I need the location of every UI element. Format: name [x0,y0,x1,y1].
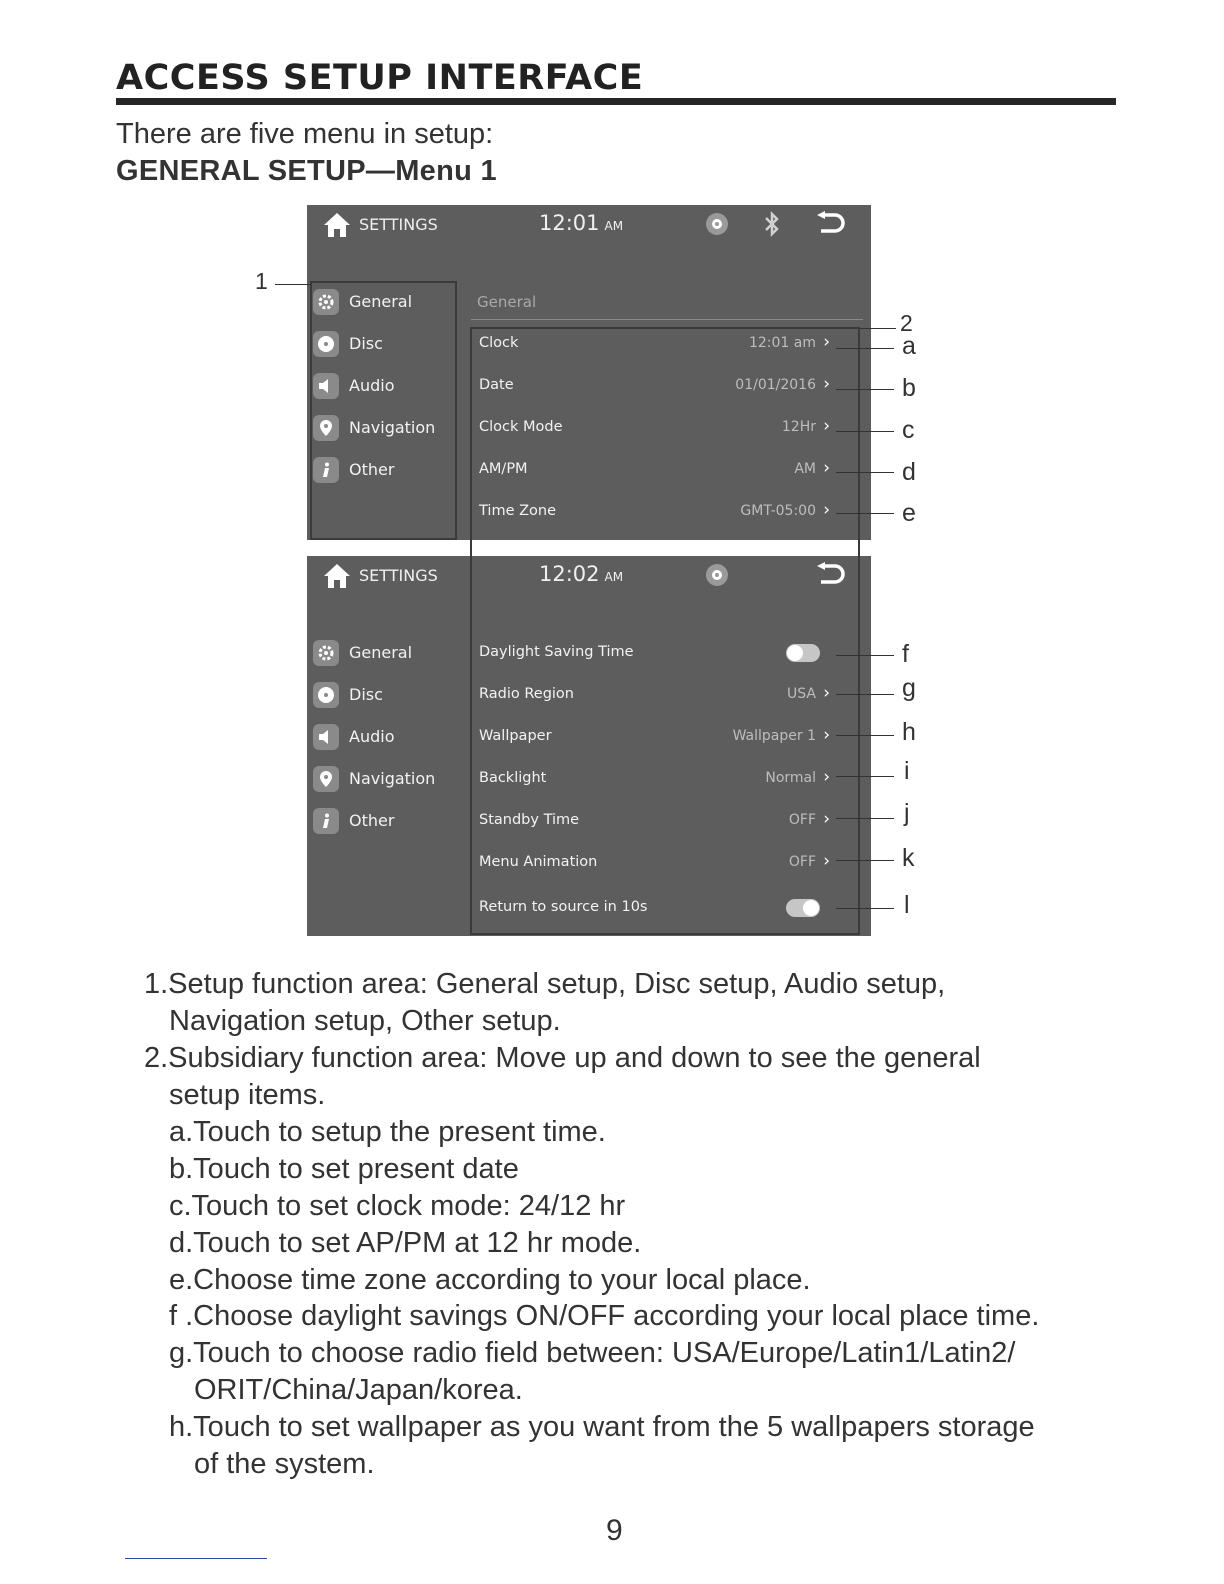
chevron-right-icon: › [823,725,830,745]
row-value: 12:01 am [748,335,816,351]
description-line: d.Touch to set AP/PM at 12 hr mode. [169,1227,642,1259]
callout-label-b: b [902,374,916,402]
sidebar-item-audio[interactable] [313,720,463,756]
clock-display: 12:02 AM [539,562,624,586]
sidebar-item-label: Other [349,811,395,830]
sidebar-item-label: Other [349,460,395,479]
top-bar [307,205,871,247]
description-line: a.Touch to setup the present time. [169,1116,606,1148]
chevron-right-icon: › [823,767,830,787]
callout-label-f: f [902,640,909,668]
description-line: Navigation setup, Other setup. [169,1005,561,1037]
callout-leader-2 [860,328,896,329]
callout-label-c: c [902,416,915,444]
title-rule [116,98,1116,105]
row-value: 12Hr [781,419,816,435]
callout-leader-f [836,655,894,656]
chevron-right-icon: › [823,500,830,520]
callout-leader-k [836,860,894,861]
callout-box-subsidiary-area [470,327,860,935]
description-line: of the system. [194,1448,375,1480]
description-line: e.Choose time zone according to your local place. [169,1264,811,1296]
disc-icon [313,682,339,708]
row-label: AM/PM [479,461,528,477]
description-line: ORIT/China/Japan/korea. [194,1374,523,1406]
row-label: Radio Region [479,686,574,702]
sidebar-item-other[interactable] [313,804,463,840]
row-label: Clock [479,335,519,351]
description-line: h.Touch to set wallpaper as you want from the 5 wallpapers storage [169,1411,1035,1443]
sidebar-item-label: Audio [349,727,395,746]
callout-leader-g [836,694,894,695]
row-label: Standby Time [479,812,580,828]
panel-title: General [477,293,537,311]
row-value: USA [787,686,816,702]
chevron-right-icon: › [823,374,830,394]
callout-leader-b [836,389,894,390]
map-pin-icon [313,766,339,792]
description-line: setup items. [169,1079,326,1111]
description-line: c.Touch to set clock mode: 24/12 hr [169,1190,626,1222]
section-heading: GENERAL SETUP—Menu 1 [116,155,497,187]
description-line: 1.Setup function area: General setup, Disc setup, Audio setup, [144,968,946,1000]
callout-label-1: 1 [255,268,268,294]
home-icon[interactable] [323,212,351,238]
disc-icon[interactable] [705,212,729,236]
gear-icon [313,640,339,666]
row-label: Return to source in 10s [479,899,648,915]
sidebar-item-label: Navigation [349,418,436,437]
callout-label-2: 2 [900,310,913,336]
chevron-right-icon: › [823,809,830,829]
row-value: GMT-05:00 [740,503,816,519]
sidebar-item-label: General [349,643,413,662]
callout-leader-l [836,908,894,909]
callout-box-function-area [310,281,457,540]
chevron-right-icon: › [823,416,830,436]
sidebar-item-general[interactable] [313,636,463,672]
callout-label-i: i [904,757,910,785]
chevron-right-icon: › [823,683,830,703]
callout-leader-i [836,776,894,777]
callout-label-e: e [902,499,916,527]
row-label: Date [479,377,514,393]
chevron-right-icon: › [823,332,830,352]
panel-divider [471,319,863,320]
home-icon[interactable] [323,563,351,589]
sidebar-item-label: Navigation [349,769,436,788]
row-value: AM [794,461,816,477]
settings-label: SETTINGS [359,566,438,585]
row-value: Normal [765,770,816,786]
callout-label-k: k [902,844,915,872]
callout-leader-c [836,431,894,432]
back-icon[interactable] [815,211,845,237]
info-icon [313,808,339,834]
bluetooth-icon[interactable] [763,210,781,238]
callout-leader-h [836,735,894,736]
settings-label: SETTINGS [359,215,438,234]
callout-label-l: l [904,891,910,919]
row-label: Menu Animation [479,854,598,870]
callout-label-g: g [902,674,916,702]
sidebar-item-label: Disc [349,685,383,704]
callout-leader-e [836,513,894,514]
callout-leader-d [836,472,894,473]
intro-text: There are five menu in setup: [116,118,494,150]
row-value: OFF [788,854,816,870]
page-number: 9 [606,1514,623,1547]
description-line: b.Touch to set present date [169,1153,519,1185]
row-label: Time Zone [479,503,557,519]
callout-label-a: a [902,332,916,360]
callout-label-d: d [902,458,916,486]
row-value: Wallpaper 1 [732,728,816,744]
callout-label-j: j [904,799,910,827]
footer-rule [125,1558,267,1559]
row-label: Backlight [479,770,547,786]
row-value: OFF [788,812,816,828]
sidebar-item-label: Disc [349,334,383,353]
description-line: f .Choose daylight savings ON/OFF according your local place time. [169,1300,1040,1332]
sidebar-item-label: Audio [349,376,395,395]
callout-leader-1 [275,284,311,285]
row-label: Clock Mode [479,419,563,435]
clock-display: 12:01 AM [539,211,624,235]
description-line: 2.Subsidiary function area: Move up and down to see the general [144,1042,981,1074]
sidebar-item-label: General [349,292,413,311]
callout-leader-a [836,348,894,349]
row-label: Daylight Saving Time [479,644,634,660]
row-label: Wallpaper [479,728,552,744]
sidebar-item-disc[interactable] [313,678,463,714]
callout-label-h: h [902,718,916,746]
page-title: ACCESS SETUP INTERFACE [116,58,644,98]
chevron-right-icon: › [823,458,830,478]
description-line: g.Touch to choose radio field between: USA/Europe/Latin1/Latin2/ [169,1337,1016,1369]
speaker-icon [313,724,339,750]
row-value: 01/01/2016 [735,377,816,393]
chevron-right-icon: › [823,851,830,871]
sidebar-item-navigation[interactable] [313,762,463,798]
callout-leader-j [836,818,894,819]
